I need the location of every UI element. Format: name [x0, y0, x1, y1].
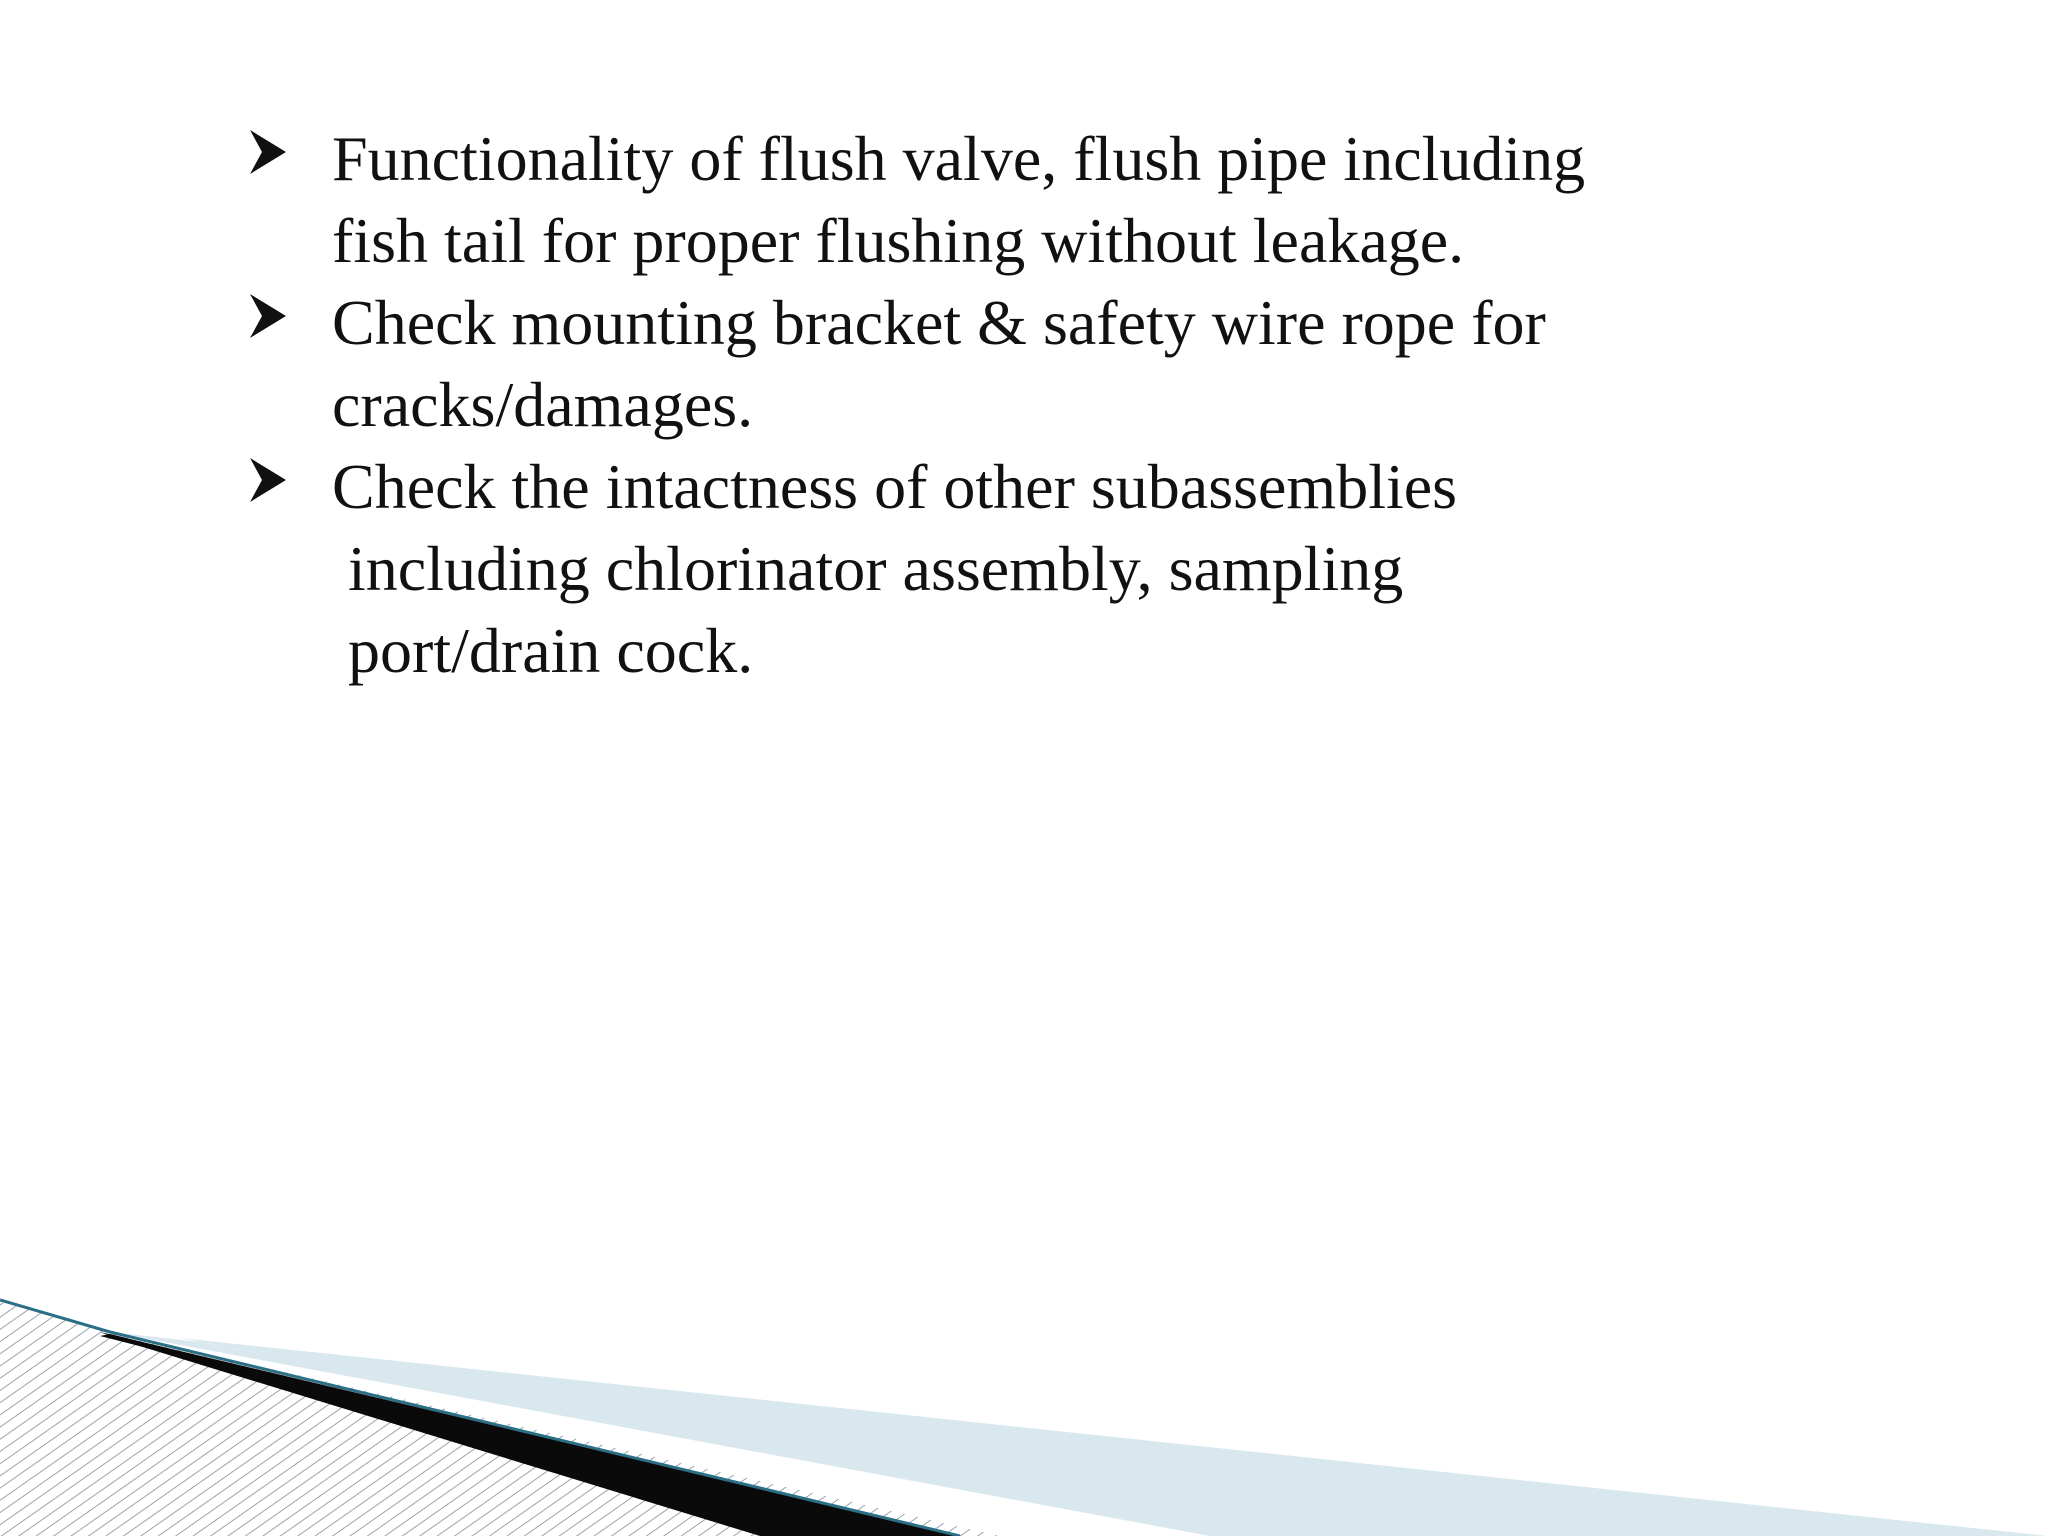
bullet-text-line: port/drain cock. — [332, 615, 754, 686]
decorative-corner-band — [0, 1280, 2048, 1536]
bullet-item-subassemblies — [244, 446, 1804, 692]
bullet-item-flush-valve — [244, 118, 1804, 282]
bullet-text-line: Functionality of flush valve, flush pipe including — [332, 123, 1586, 194]
arrowhead-bullet-icon — [248, 128, 288, 176]
arrowhead-bullet-icon — [248, 456, 288, 504]
bullet-text-line: including chlorinator assembly, sampling — [332, 533, 1404, 604]
bullet-text-line: fish tail for proper flushing without leakage. — [332, 205, 1465, 276]
bullet-text-line: Check the intactness of other subassemblies — [332, 451, 1458, 522]
bullet-text-line: Check mounting bracket & safety wire rope for — [332, 287, 1546, 358]
bullet-item-mounting-bracket — [244, 282, 1804, 446]
bullet-text-line: cracks/damages. — [332, 369, 754, 440]
arrowhead-bullet-icon — [248, 292, 288, 340]
bullet-list — [244, 118, 1804, 692]
